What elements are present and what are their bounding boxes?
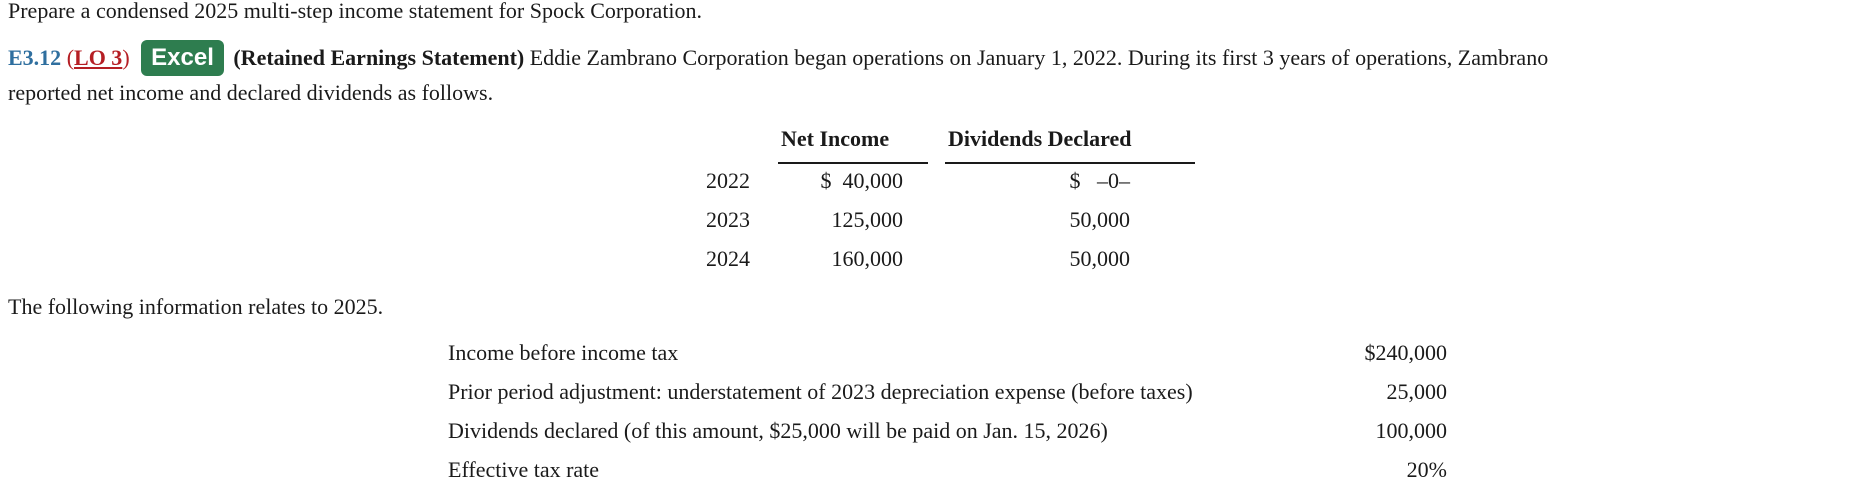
exercise-text-line-1: Eddie Zambrano Corporation began operations on January 1, 2022. During its first 3 years of operations, Zambrano [529,45,1549,71]
column-header-dividends-declared: Dividends Declared [948,126,1132,151]
row-net-income: $ 40,000 [820,168,903,193]
table-row [0,246,1300,282]
exercise-text-line-2: reported net income and declared dividends as follows. [8,80,494,105]
following-info-text: The following information relates to 2025. [8,294,384,319]
header-underline-dividends [945,162,1195,164]
row-label: Prior period adjustment: understatement of 2023 depreciation expense (before taxes) [448,379,1193,404]
learning-objective-link[interactable]: LO 3 [74,45,123,71]
row-label: Income before income tax [448,340,679,365]
row-value: 20% [1406,457,1447,482]
row-value: 25,000 [1386,379,1447,404]
table-row [0,418,1500,454]
row-year: 2024 [706,246,750,271]
previous-instruction: Prepare a condensed 2025 multi-step income statement for Spock Corporation. [8,0,703,23]
row-value: 100,000 [1375,418,1447,443]
row-label: Effective tax rate [448,457,600,482]
table-row [0,207,1300,243]
table-row [0,379,1500,415]
exercise-number: E3.12 [8,45,62,71]
lo-close-paren: ) [122,45,130,71]
row-net-income: 160,000 [831,246,903,271]
excel-badge[interactable]: Excel [141,40,224,76]
table-row [0,340,1500,376]
table-row [0,457,1500,493]
lo-open-paren: ( [66,45,75,71]
row-year: 2023 [706,207,750,232]
column-header-net-income: Net Income [781,126,890,151]
header-underline-net-income [778,162,928,164]
row-label: Dividends declared (of this amount, $25,000 will be paid on Jan. 15, 2026) [448,418,1108,443]
exercise-header [8,42,1548,78]
exercise-topic: (Retained Earnings Statement) [233,45,525,71]
row-value: $240,000 [1364,340,1447,365]
row-dividends: $ –0– [1069,168,1130,193]
table-row [0,168,1300,204]
row-dividends: 50,000 [1069,207,1130,232]
row-year: 2022 [706,168,750,193]
row-net-income: 125,000 [831,207,903,232]
row-dividends: 50,000 [1069,246,1130,271]
